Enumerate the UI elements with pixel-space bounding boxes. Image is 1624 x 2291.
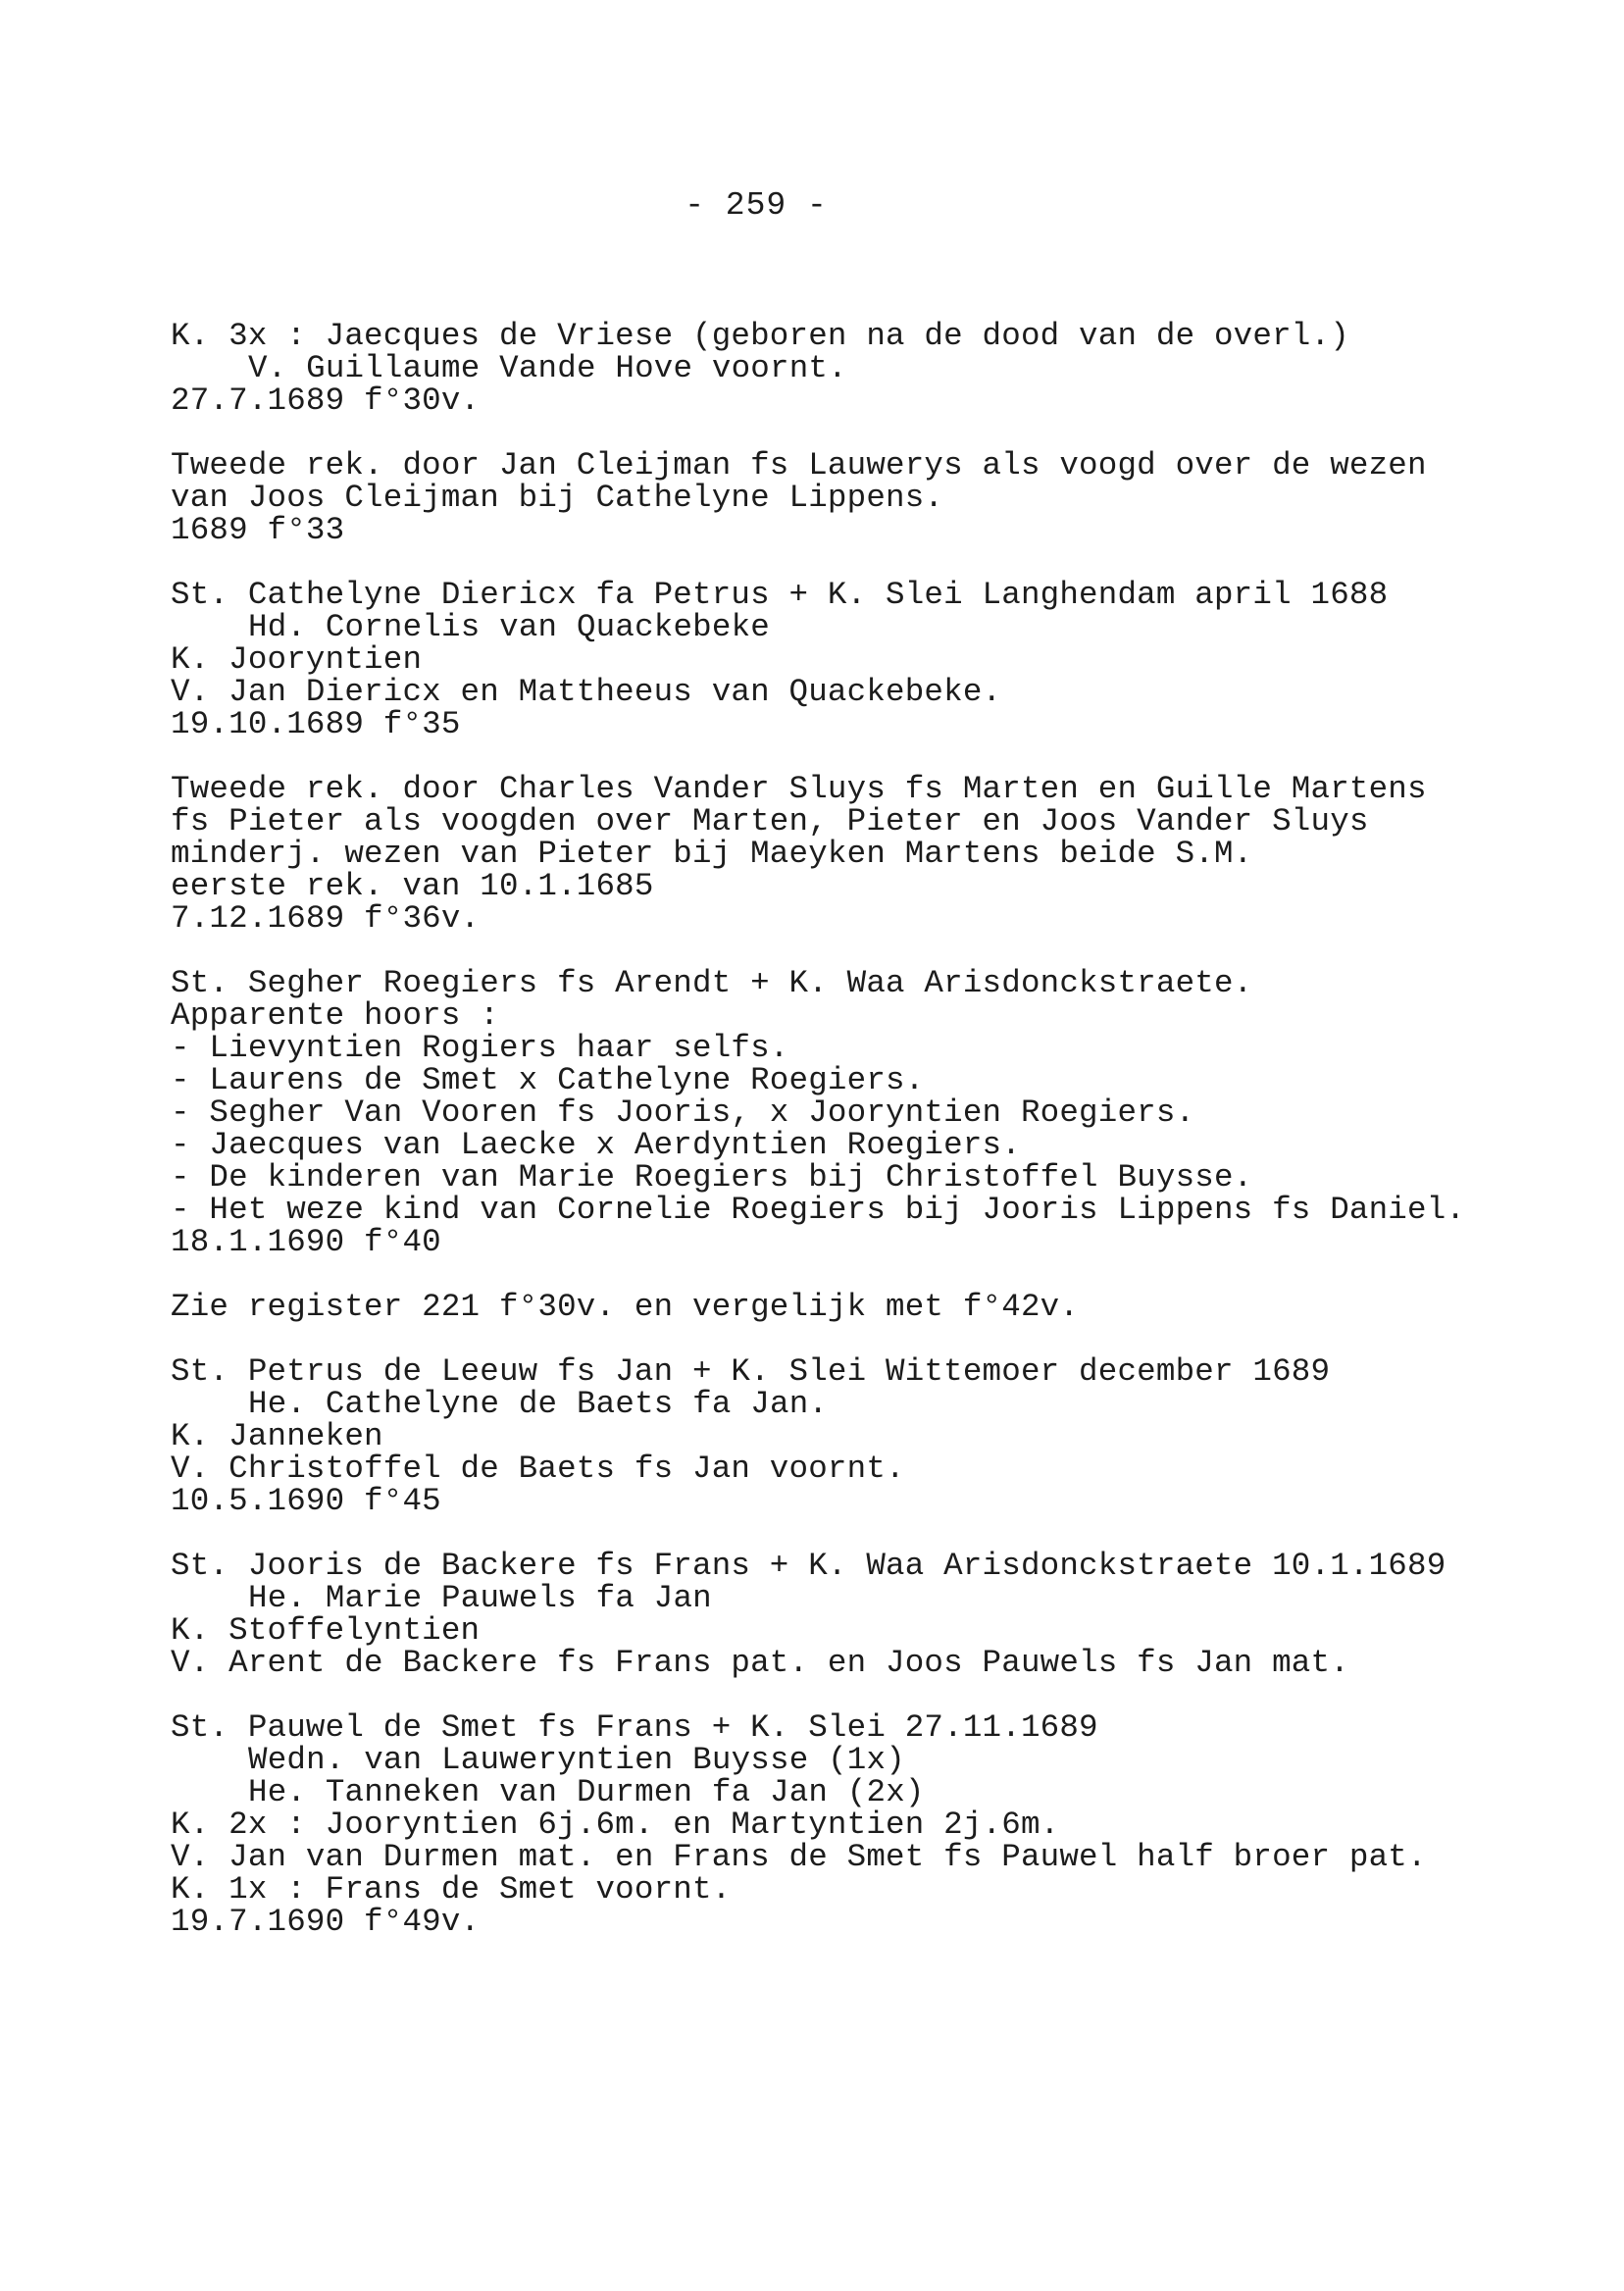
record-entry <box>171 449 1563 546</box>
text-line: V. Christoffel de Baets fs Jan voornt. <box>171 1451 905 1487</box>
text-line: V. Arent de Backere fs Frans pat. en Joos Pauwels fs Jan mat. <box>171 1645 1349 1681</box>
text-line: He. Marie Pauwels fa Jan <box>248 1580 712 1616</box>
record-entry <box>171 967 1563 1258</box>
text-line: K. 1x : Frans de Smet voornt. <box>171 1871 732 1908</box>
text-line: St. Petrus de Leeuw fs Jan + K. Slei Wittemoer december 1689 <box>171 1353 1331 1390</box>
text-line: fs Pieter als voogden over Marten, Pieter en Joos Vander Sluys <box>171 803 1369 840</box>
text-line: Zie register 221 f°30v. en vergelijk met f°42v. <box>171 1289 1080 1325</box>
text-line: - Jaecques van Laecke x Aerdyntien Roegiers. <box>171 1127 1021 1163</box>
document-body <box>171 320 1563 1970</box>
text-line: V. Guillaume Vande Hove voornt. <box>248 350 847 386</box>
text-line: Apparente hoors : <box>171 997 499 1034</box>
text-line: K. Jooryntien <box>171 641 423 678</box>
text-line: 19.7.1690 f°49v. <box>171 1904 481 1940</box>
text-line: St. Jooris de Backere fs Frans + K. Waa Arisdonckstraete 10.1.1689 <box>171 1548 1446 1584</box>
text-line: K. Janneken <box>171 1418 383 1454</box>
text-line: He. Tanneken van Durmen fa Jan (2x) <box>248 1774 925 1810</box>
record-entry <box>171 1711 1563 1938</box>
text-line: van Joos Cleijman bij Cathelyne Lippens. <box>171 480 944 516</box>
text-line: Hd. Cornelis van Quackebeke <box>248 609 770 645</box>
text-line: V. Jan Diericx en Mattheeus van Quackebeke. <box>171 674 1002 710</box>
record-entry <box>171 320 1563 417</box>
text-line: 27.7.1689 f°30v. <box>171 382 481 419</box>
text-line: St. Cathelyne Diericx fa Petrus + K. Slei Langhendam april 1688 <box>171 577 1389 613</box>
text-line: Tweede rek. door Jan Cleijman fs Lauwerys als voogd over de wezen <box>171 447 1427 484</box>
text-line: - Laurens de Smet x Cathelyne Roegiers. <box>171 1062 925 1098</box>
page-number: - 259 - <box>685 187 828 224</box>
text-line: - De kinderen van Marie Roegiers bij Christoffel Buysse. <box>171 1159 1253 1196</box>
text-line: - Segher Van Vooren fs Jooris, x Jooryntien Roegiers. <box>171 1095 1195 1131</box>
text-line: K. Stoffelyntien <box>171 1612 481 1649</box>
record-entry <box>171 1355 1563 1517</box>
text-line: St. Pauwel de Smet fs Frans + K. Slei 27.11.1689 <box>171 1709 1098 1746</box>
text-line: Wedn. van Lauweryntien Buysse (1x) <box>248 1742 905 1778</box>
record-entry <box>171 1291 1563 1323</box>
text-line: 1689 f°33 <box>171 512 345 548</box>
text-line: K. 3x : Jaecques de Vriese (geboren na de dood van de overl.) <box>171 318 1349 354</box>
text-line: - Lievyntien Rogiers haar selfs. <box>171 1030 789 1066</box>
record-entry <box>171 579 1563 740</box>
text-line: - Het weze kind van Cornelie Roegiers bij Jooris Lippens fs Daniel. <box>171 1192 1466 1228</box>
text-line: Tweede rek. door Charles Vander Sluys fs Marten en Guille Martens <box>171 771 1427 807</box>
text-line: V. Jan van Durmen mat. en Frans de Smet fs Pauwel half broer pat. <box>171 1839 1427 1875</box>
text-line: He. Cathelyne de Baets fa Jan. <box>248 1386 829 1422</box>
text-line: 19.10.1689 f°35 <box>171 706 461 742</box>
text-line: K. 2x : Jooryntien 6j.6m. en Martyntien 2j.6m. <box>171 1807 1060 1843</box>
text-line: 7.12.1689 f°36v. <box>171 900 481 937</box>
text-line: St. Segher Roegiers fs Arendt + K. Waa Arisdonckstraete. <box>171 965 1253 1001</box>
text-line: 10.5.1690 f°45 <box>171 1483 441 1519</box>
text-line: 18.1.1690 f°40 <box>171 1224 441 1260</box>
record-entry <box>171 1550 1563 1679</box>
text-line: minderj. wezen van Pieter bij Maeyken Martens beide S.M. <box>171 836 1253 872</box>
text-line: eerste rek. van 10.1.1685 <box>171 868 654 904</box>
record-entry <box>171 773 1563 935</box>
